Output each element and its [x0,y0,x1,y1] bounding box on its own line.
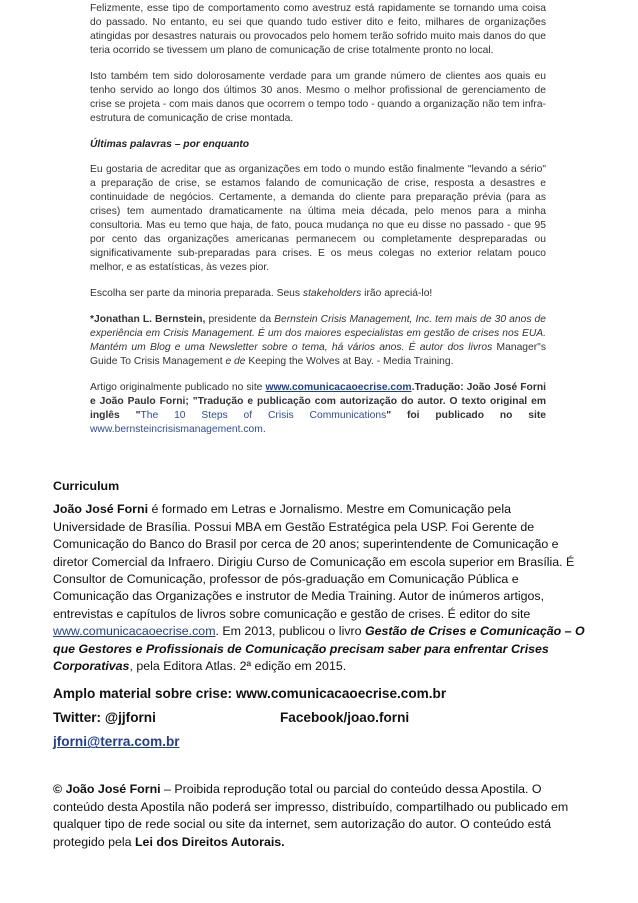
curriculum-section [53,478,585,851]
email-link[interactable]: jforni@terra.com.br [53,734,180,750]
comunicacaoecrise-link[interactable]: www.comunicacaoecrise.com [265,382,412,393]
stakeholders-term: stakeholders [302,288,362,299]
paragraph-clients: Isto também tem sido dolorosamente verdade para um grande número de clientes aos quais eu tenho servido ao longo dos últimos 30 anos. Mesmo o melhor profissional de gerenciamento de crise se projeta - com mais danos que ocorrem o tempo todo - quando a organização não tem infra-estrutura de comunicação de crise montada. [90,71,546,124]
paragraph-ostrich: Felizmente, esse tipo de comportamento como avestruz está rapidamente se tornando uma coisa do passado. No entanto, eu sei que quando tudo estiver dito e feito, milhares de organizações atingidas por desastres naturais ou provocados pelo homem terão sofrido muito mais danos do que teria ocorrido se tivessem um plano de comunicação de crise totalmente pronto no local. [90,3,546,56]
copyright-notice: © João José Forni – Proibida reprodução total ou parcial do conteúdo dessa Apostila. O conteúdo desta Apostila não poderá ser impresso, distribuído, compartilhado ou publicado em qualquer tipo de rede social ou site da internet, sem autorização do autor. O conteúdo está protegido pela Lei dos Direitos Autorais. [53,782,569,849]
author-bio: *Jonathan L. Bernstein, presidente da Bernstein Crisis Management, Inc. tem mais de 30 anos de experiência em Crisis Management. É um dos maiores especialistas em gestão de crises nos EUA. Mantém um Blog e uma Newsletter sobre o tema, há vários anos. É autor dos livros Manager"s Guide To Crisis Management e de Keeping the Wolves at Bay. - Media Training. [90,314,546,367]
article-body [90,0,546,449]
bernstein-site: www.bernsteincrisismanagement.com [90,424,263,435]
section-heading: Últimas palavras – por enquanto [90,139,250,150]
author-name: *Jonathan L. Bernstein, [90,314,206,325]
original-title: The 10 Steps of Crisis Communications [140,410,387,421]
copyright-holder: © João José Forni [53,782,161,797]
curriculum-title: Curriculum [53,479,120,493]
email-line [53,731,585,755]
twitter-handle: Twitter: @jjforni [53,710,156,726]
social-line [53,707,585,731]
author-full-name: João José Forni [53,502,149,517]
material-line: Amplo material sobre crise: www.comunicacaoecrise.com.br [53,686,447,702]
paragraph-preparation: Eu gostaria de acreditar que as organizações em todo o mundo estão finalmente "levando a sério" a preparação de crise, se estamos falando de comunicação de crise, resposta a desastres e continuidade de negócios. Certamente, a demanda do cliente para preparação prévia (para as crises) tem aumentado dramaticamente na última meia década, pelo menos para a minha consultoria. Mas eu temo que haja, de fato, pouca mudança no que eu disse no passado - que 95 por cento das organizações americanas permanecem ou completamente despreparadas ou significativamente sub-preparadas para crises. E os meus colegas no exterior relatam pouco melhor, e as estatísticas, às vezes pior. [90,164,546,273]
editor-site-link[interactable]: www.comunicacaoecrise.com [53,624,216,639]
original-publication-note: Artigo originalmente publicado no site www.comunicacaoecrise.com.Tradução: João José Forni e João Paulo Forni; "Tradução e publicação com autorização do autor. O texto original em inglês "The 10 Steps of Crisis Communications" foi publicado no site www.bernsteincrisismanagement.com. [90,382,547,435]
curriculum-text: João José Forni é formado em Letras e Jornalismo. Mestre em Comunicação pela Universidade de Brasília. Possui MBA em Gestão Estratégica pela USP. Foi Gerente de Comunicação do Banco do Brasil por cerca de 20 anos; superintendente de Comunicação e diretor Comercial da Infraero. Dirigiu Curso de Comunicação em escola superior em Brasília. É Consultor de Comunicação, professor de pós-graduação em Comunicação Pública e Comunicação das Organizações e instrutor de Media Training. Autor de inúmeros artigos, entrevistas e capítulos de livros sobre comunicação e gestão de crises. É editor do site www.comunicacaoecrise.com. Em 2013, publicou o livro Gestão de Crises e Comunicação – O que Gestores e Profissionais de Comunicação precisam saber para enfrentar Crises Corporativas, pela Editora Atlas. 2ª edição em 2015. [53,502,585,674]
copyright-law: Lei dos Direitos Autorais. [134,834,285,849]
facebook-handle: Facebook/joao.forni [280,710,410,726]
book-title: Gestão de Crises e Comunicação – O que Gestores e Profissionais de Comunicação precisam saber para enfrentar Crises Corporativas [53,624,585,674]
contacts-block [53,683,585,755]
paragraph-minority: Escolha ser parte da minoria preparada. Seus stakeholders irão apreciá-lo! [90,288,433,299]
